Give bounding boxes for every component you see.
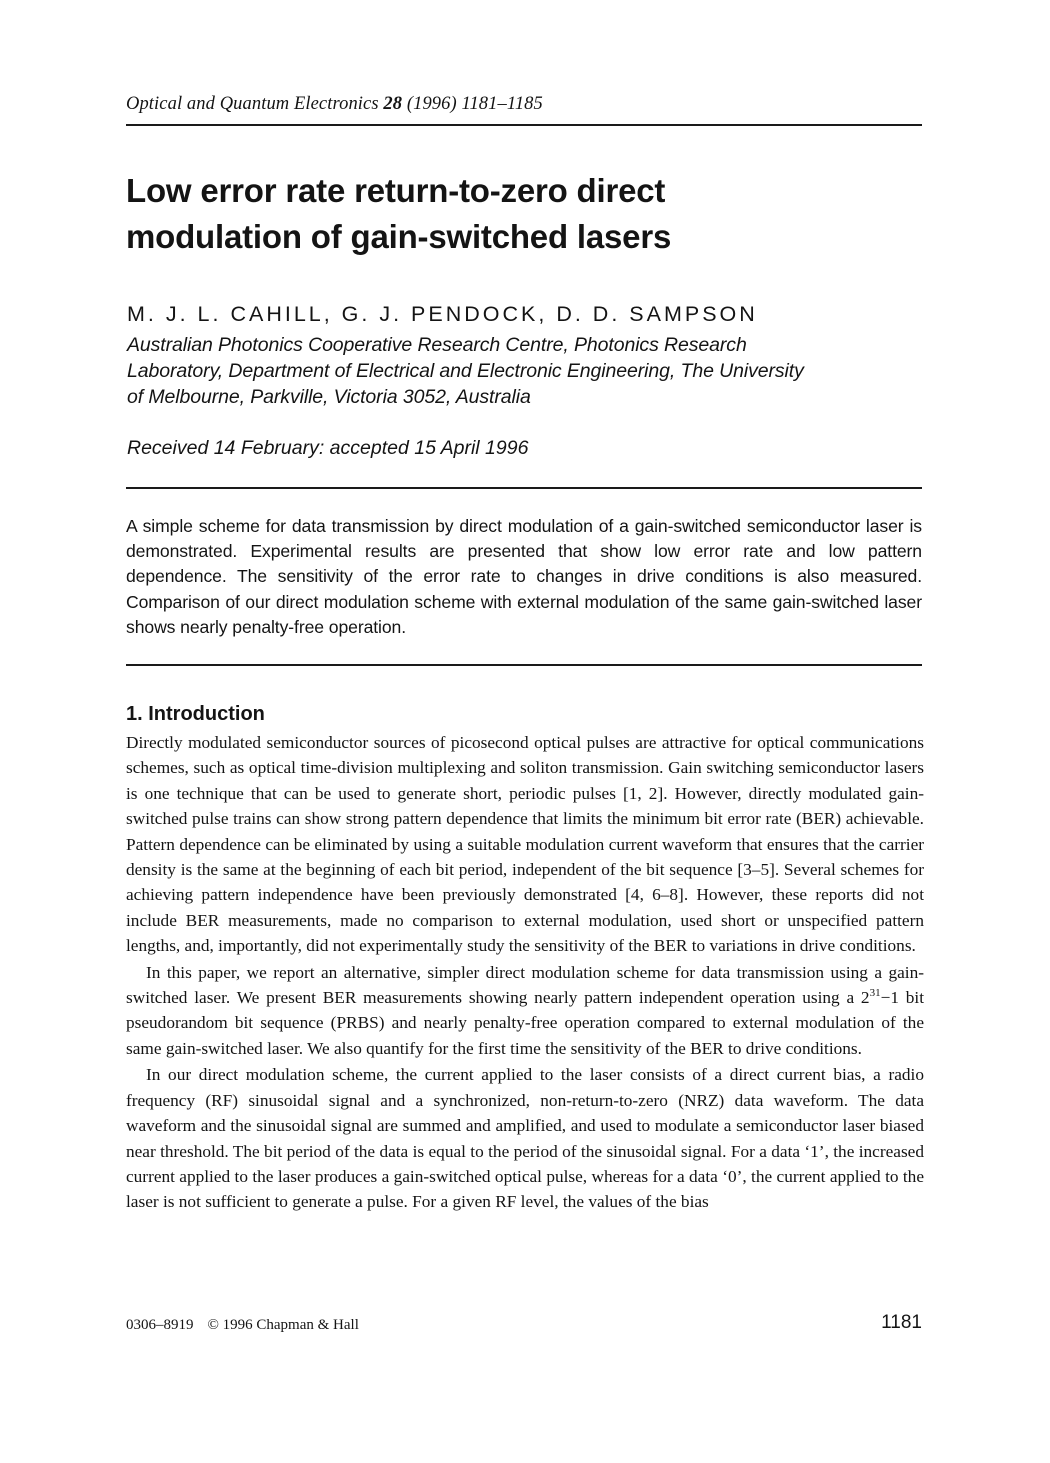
title-line: modulation of gain-switched lasers xyxy=(126,218,672,255)
journal-year-pages: (1996) 1181–1185 xyxy=(406,94,543,114)
header-rule xyxy=(126,124,922,126)
paragraph-text: −1 bit pseudorandom bit sequence (PRBS) and nearly penalty-free operation compared to external modulation of the same gain-switched laser. We also quantify for the first time the sensitivity of the BER to drive conditions. xyxy=(126,988,925,1058)
paragraph xyxy=(126,960,924,1062)
issn: 0306–8919 xyxy=(126,1317,194,1333)
section-heading: 1. Introduction xyxy=(126,703,265,725)
page-number: 1181 xyxy=(881,1312,922,1333)
authors: M. J. L. CAHILL, G. J. PENDOCK, D. D. SAMPSON xyxy=(127,302,758,326)
affiliation-line: Laboratory, Department of Electrical and Electronic Engineering, The University xyxy=(127,360,804,382)
paragraph-text: In this paper, we report an alternative, simpler direct modulation scheme for data transmission using a gain-switched laser. We present BER measurements showing nearly pattern independent operation using a 2 xyxy=(126,962,924,1008)
abstract-rule-top xyxy=(126,487,922,489)
abstract: A simple scheme for data transmission by direct modulation of a gain-switched semiconductor laser is demonstrated. Experimental results are presented that show low error rate and low pattern dependence. The sensitivity of the error rate to changes in drive conditions is also measured. Comparison of our direct modulation scheme with external modulation of the same gain-switched laser shows nearly penalty-free operation. xyxy=(126,516,922,637)
paragraph: Directly modulated semiconductor sources of picosecond optical pulses are attractive for optical communications schemes, such as optical time-division multiplexing and soliton transmission. Gain switching semiconductor lasers is one technique that can be used to generate short, periodic pulses [1, 2]. However, directly modulated gain-switched pulse trains can show strong pattern dependence that limits the minimum bit error rate (BER) achievable. Pattern dependence can be eliminated by using a suitable modulation current waveform that ensures that the carrier density is the same at the beginning of each bit period, independent of the bit sequence [3–5]. Several schemes for achieving pattern independence have been previously demonstrated [4, 6–8]. However, these reports did not include BER measurements, made no comparison to external modulation, used short or unspecified pattern lengths, and, importantly, did not experimentally study the sensitivity of the BER to variations in drive conditions. xyxy=(126,733,924,956)
footer-copyright xyxy=(126,1317,359,1334)
received-date: Received 14 February: accepted 15 April 1996 xyxy=(127,437,529,459)
affiliation-line: of Melbourne, Parkville, Victoria 3052, Australia xyxy=(127,386,531,408)
section-body xyxy=(126,730,924,1215)
affiliation-line: Australian Photonics Cooperative Research Centre, Photonics Research xyxy=(127,334,747,356)
exponent: 31 xyxy=(869,987,881,1000)
paragraph: In our direct modulation scheme, the current applied to the laser consists of a direct current bias, a radio frequency (RF) sinusoidal signal and a synchronized, non-return-to-zero (NRZ) data waveform. The data waveform and the sinusoidal signal are summed and amplified, and used to modulate a semiconductor laser biased near threshold. The bit period of the data is equal to the period of the sinusoidal signal. For a data ‘1’, the increased current applied to the laser produces a gain-switched optical pulse, whereas for a data ‘0’, the current applied to the laser is not sufficient to generate a pulse. For a given RF level, the values of the bias xyxy=(126,1065,924,1212)
copyright: © 1996 Chapman & Hall xyxy=(207,1317,359,1333)
abstract-rule-bottom xyxy=(126,664,922,666)
journal-header xyxy=(126,94,926,115)
journal-volume: 28 xyxy=(383,94,403,114)
title-line: Low error rate return-to-zero direct xyxy=(126,172,666,209)
paper-title xyxy=(126,168,916,260)
affiliation xyxy=(127,332,927,410)
journal-name: Optical and Quantum Electronics xyxy=(126,94,379,114)
